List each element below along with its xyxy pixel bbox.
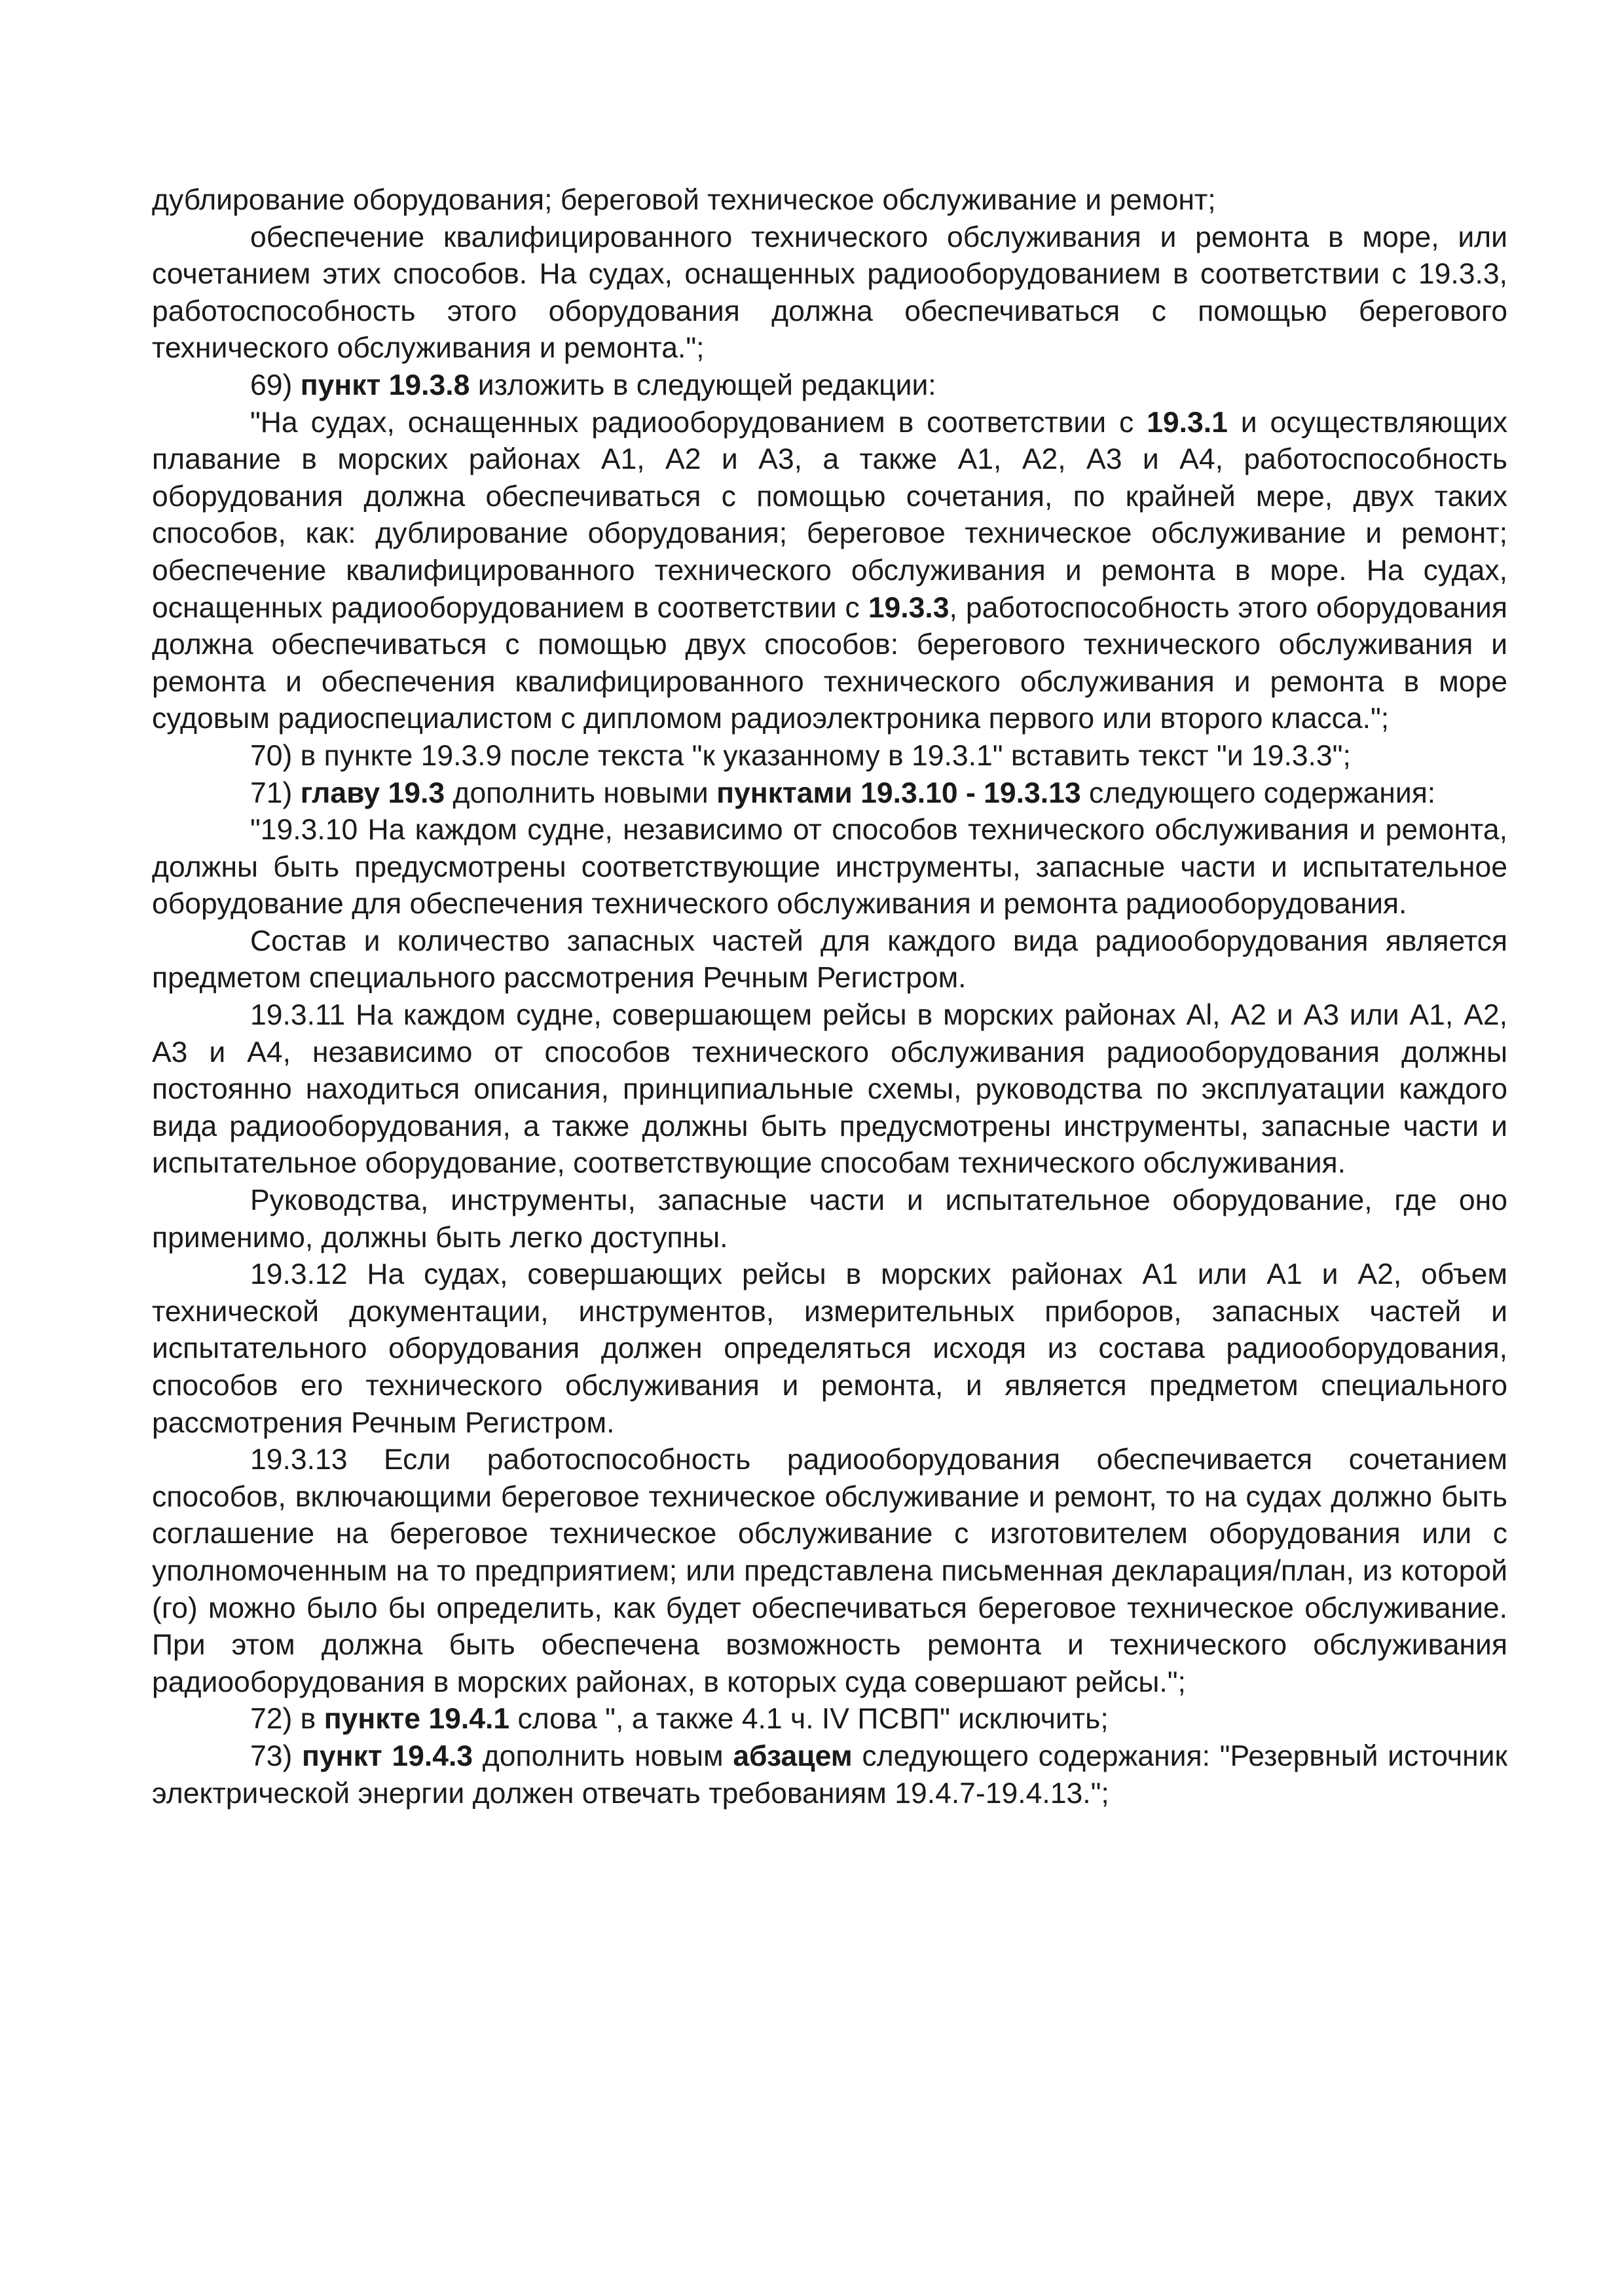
paragraph-p12 bbox=[152, 1442, 1507, 1701]
bold-reference: 19.3.1 bbox=[1147, 406, 1228, 439]
text-run: дополнить новыми bbox=[445, 776, 717, 809]
bold-reference: пункте 19.4.1 bbox=[323, 1703, 510, 1736]
text-run: 19.3.13 Если работоспособность радиооборудования обеспечивается сочетанием способов, включающими береговое техническое обслуживание и ремонт, то на судах должно быть соглашение на береговое техническое обслуживание с изготовителем оборудования или с уполномоченным на то предприятием; или представлена письменная декларация/план, из которой (го) можно было бы определить, как будет обеспечиваться береговое техническое обслуживание. При этом должна быть обеспечена возможность ремонта и технического обслуживания радиооборудования в морских районах, в которых суда совершают рейсы."; bbox=[152, 1444, 1507, 1698]
text-run: 19.3.12 На судах, совершающих рейсы в морских районах А1 или А1 и А2, объем технической документации, инструментов, измерительных приборов, запасных частей и испытательного оборудования должен определяться исходя из состава радиооборудования, способов его технического обслуживания и ремонта, и является предметом специального рассмотрения Речным Регистром. bbox=[152, 1258, 1507, 1439]
paragraph-p10 bbox=[152, 1182, 1507, 1256]
paragraph-p07 bbox=[152, 812, 1507, 923]
text-run: Руководства, инструменты, запасные части и испытательное оборудование, где оно применимо, должны быть легко доступны. bbox=[152, 1184, 1507, 1254]
paragraph-p13 bbox=[152, 1701, 1507, 1738]
bold-reference: пунктами 19.3.10 - 19.3.13 bbox=[716, 776, 1081, 809]
text-run: дополнить новым bbox=[473, 1740, 733, 1772]
text-run: Состав и количество запасных частей для каждого вида радиооборудования является предметом специального рассмотрения Речным Регистром. bbox=[152, 924, 1507, 994]
paragraph-p04 bbox=[152, 405, 1507, 738]
text-run: следующего содержания: bbox=[1080, 776, 1436, 809]
bold-reference: пункт 19.4.3 bbox=[302, 1740, 473, 1772]
document-body bbox=[152, 182, 1507, 1812]
text-run: и осуществляющих плавание в морских районах А1, А2 и А3, а также А1, А2, А3 и А4, работоспособность оборудования должна обеспечиваться с помощью сочетания, по крайней мере, двух таких способов, как: дублирование оборудования; береговое техническое обслуживание и ремонт; обеспечение квалифицированного технического обслуживания и ремонта в море. На судах, оснащенных радиооборудованием в соответствии с bbox=[152, 406, 1507, 624]
paragraph-p09 bbox=[152, 997, 1507, 1182]
text-run: 19.3.11 На каждом судне, совершающем рейсы в морских районах Al, А2 и А3 или А1, А2, А3 и А4, независимо от способов технического обслуживания радиооборудования должны постоянно находиться описания, принципиальные схемы, руководства по эксплуатации каждого вида радиооборудования, а также должны быть предусмотрены инструменты, запасные части и испытательное оборудование, соответствующие способам технического обслуживания. bbox=[152, 999, 1507, 1180]
text-run: дублирование оборудования; береговой техническое обслуживание и ремонт; bbox=[152, 184, 1216, 216]
text-run: "19.3.10 На каждом судне, независимо от способов технического обслуживания и ремонта, должны быть предусмотрены соответствующие инструменты, запасные части и испытательное оборудование для обеспечения технического обслуживания и ремонта радиооборудования. bbox=[152, 814, 1507, 920]
text-run: следующего содержания: "Резервный источник электрической энергии должен отвечать требованиям 19.4.7-19.4.13."; bbox=[152, 1740, 1507, 1810]
paragraph-p01 bbox=[152, 182, 1507, 219]
bold-reference: абзацем bbox=[733, 1740, 853, 1772]
text-run: , работоспособность этого оборудования должна обеспечиваться с помощью двух способов: берегового технического обслуживания и ремонта и обеспечения квалифицированного технического обслуживания и ремонта в море судовым радиоспециалистом с дипломом радиоэлектроника первого или второго класса."; bbox=[152, 591, 1507, 735]
text-run: слова ", а также 4.1 ч. IV ПСВП" исключить; bbox=[509, 1703, 1109, 1736]
text-run: 69) bbox=[250, 369, 301, 401]
paragraph-p08 bbox=[152, 923, 1507, 997]
text-run: обеспечение квалифицированного технического обслуживания и ремонта в море, или сочетанием этих способов. На судах, оснащенных радиооборудованием в соответствии с 19.3.3, работоспособность этого оборудования должна обеспечиваться с помощью берегового технического обслуживания и ремонта."; bbox=[152, 221, 1507, 365]
bold-reference: главу 19.3 bbox=[300, 776, 445, 809]
text-run: 72) в bbox=[250, 1703, 324, 1736]
paragraph-p06 bbox=[152, 775, 1507, 812]
paragraph-p05 bbox=[152, 738, 1507, 775]
text-run: 70) в пункте 19.3.9 после текста "к указанному в 19.3.1" вставить текст "и 19.3.3"; bbox=[250, 739, 1351, 772]
paragraph-p11 bbox=[152, 1256, 1507, 1442]
bold-reference: 19.3.3 bbox=[868, 591, 950, 624]
text-run: 73) bbox=[250, 1740, 303, 1772]
paragraph-p03 bbox=[152, 367, 1507, 405]
text-run: 71) bbox=[250, 776, 301, 809]
bold-reference: пункт 19.3.8 bbox=[300, 369, 470, 401]
paragraph-p02 bbox=[152, 219, 1507, 367]
text-run: "На судах, оснащенных радиооборудованием в соответствии с bbox=[250, 406, 1147, 439]
paragraph-p14 bbox=[152, 1738, 1507, 1812]
text-run: изложить в следующей редакции: bbox=[470, 369, 936, 401]
